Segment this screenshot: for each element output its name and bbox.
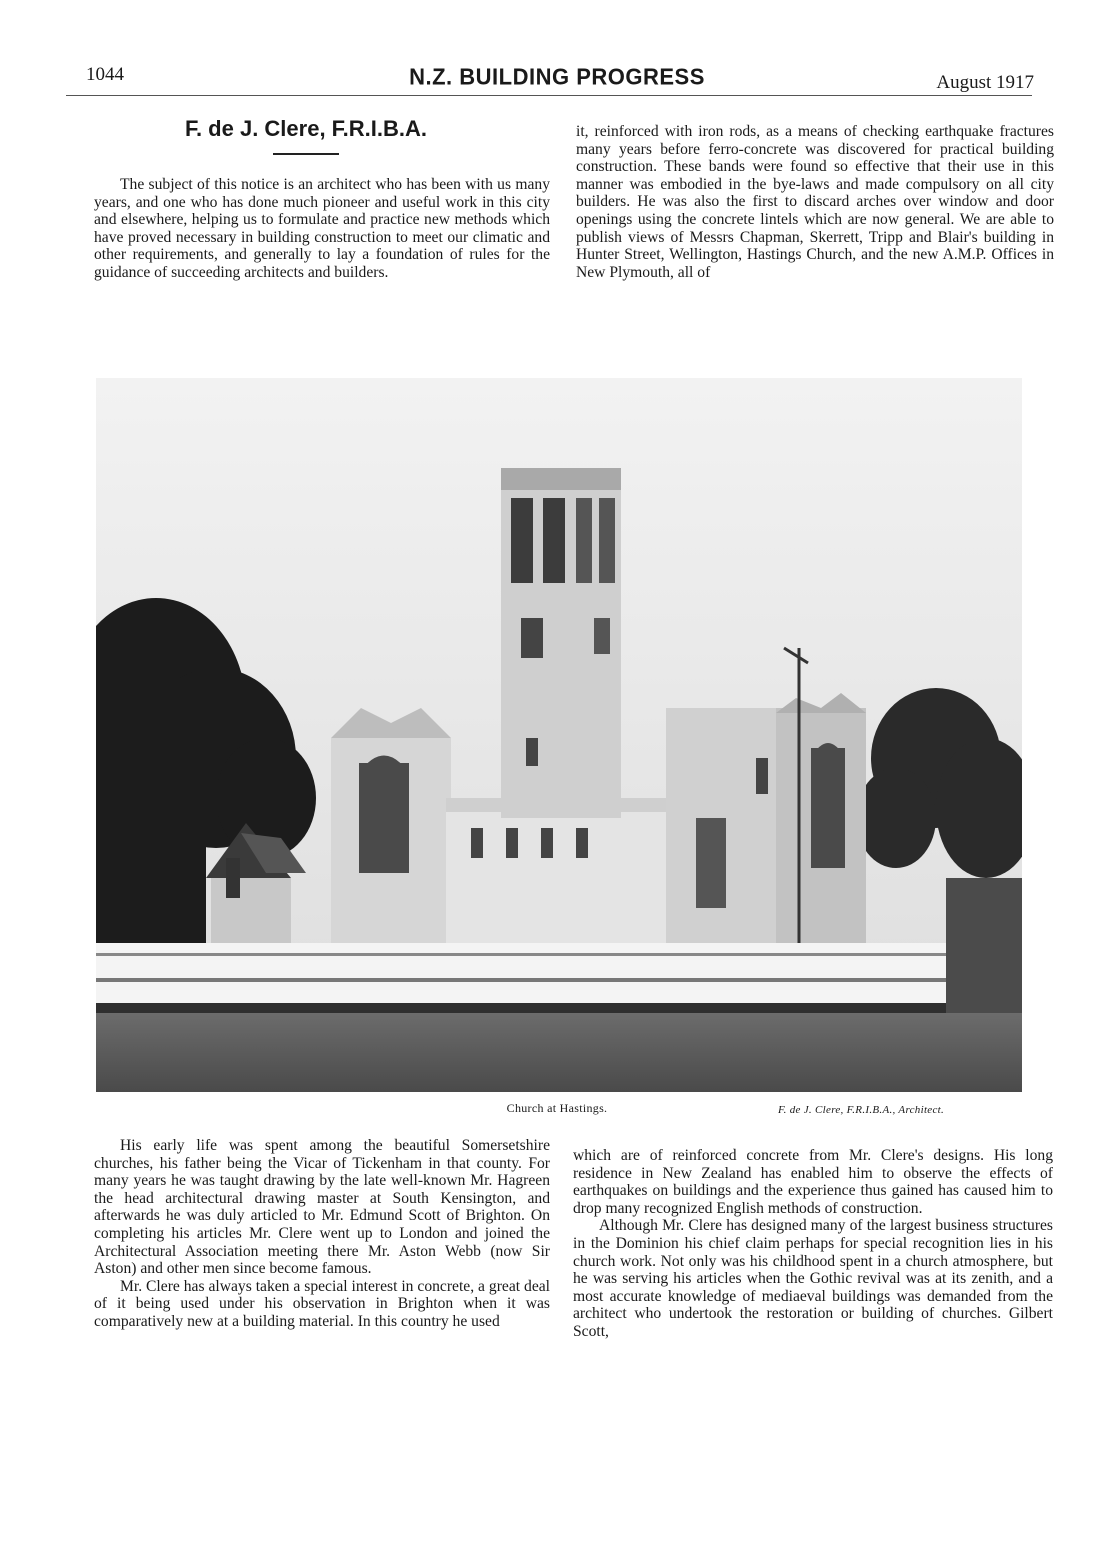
- column-1: [94, 176, 550, 282]
- column-3: [94, 1137, 550, 1331]
- figure-caption: Church at Hastings.: [506, 1101, 608, 1115]
- intro-paragraph: The subject of this notice is an architect who has been with us many years, and one who has done much pioneer and useful work in this city and elsewhere, helping us to formulate and practice new methods which have proved necessary in building construction to meet our climatic and other requirements, and generally to lay a foundation of rules for the guidance of succeeding architects and builders.: [94, 176, 550, 281]
- column-2: [576, 123, 1054, 281]
- paragraph-designs: which are of reinforced concrete from Mr. Clere's designs. His long residence in New Zealand has enabled him to observe the effects of earthquakes on buildings and the experience thus gained has caused him to drop many recognized English methods of construction.: [573, 1147, 1053, 1217]
- paragraph-early-life: His early life was spent among the beautiful Somersetshire churches, his father being the Vicar of Tickenham in that county. For many years he was taught drawing by the late well-known Mr. Hagreen the head architectural drawing master at South Kensington, and afterwards he was duly articled to Mr. Edmund Scott of Brighton. On completing his articles Mr. Clere went up to London and joined the Architectural Association meeting there Mr. Aston Webb (now Sir Aston) and other men since become famous.: [94, 1137, 550, 1278]
- figure-credit: F. de J. Clere, F.R.I.B.A., Architect.: [778, 1104, 945, 1116]
- page-number: 1044: [86, 64, 124, 85]
- wooden-fence: [946, 878, 1022, 1013]
- church-photograph: [96, 378, 1022, 1092]
- column-4: [573, 1147, 1053, 1341]
- road: [96, 1013, 1022, 1092]
- issue-date: August 1917: [936, 72, 1034, 93]
- article-title: F. de J. Clere, F.R.I.B.A.: [184, 116, 428, 141]
- paragraph-concrete: Mr. Clere has always taken a special interest in concrete, a great deal of it being used under his observation in Brighton when it was comparatively new at a building material. In this country he used: [94, 1277, 550, 1330]
- title-underline: [273, 153, 339, 155]
- continued-paragraph: it, reinforced with iron rods, as a means of checking earthquake fractures many years before ferro-concrete was discovered for practical building construction. These bands were found so effective that their use in this manner was embodied in the bye-laws and made compulsory on all city builders. He was also the first to discard arches over window and door openings using the concrete lintels which are now general. We are able to publish views of Messrs Chapman, Skerrett, Tripp and Blair's building in Hunter Street, Wellington, Hastings Church, and the new A.M.P. Offices in New Plymouth, all of: [576, 123, 1054, 281]
- header-rule: [66, 95, 1032, 96]
- publication-title: N.Z. BUILDING PROGRESS: [409, 63, 705, 90]
- picket-fence: [96, 943, 1022, 1013]
- paragraph-church-work: Although Mr. Clere has designed many of the largest business structures in the Dominion his chief claim perhaps for special recognition lies in his church work. Not only was his childhood spent in a church atmosphere, but he was serving his articles when the Gothic revival was at its zenith, and a most accurate knowledge of mediaeval buildings was demanded from the architect who undertook the restoration or building of churches. Gilbert Scott,: [573, 1217, 1053, 1340]
